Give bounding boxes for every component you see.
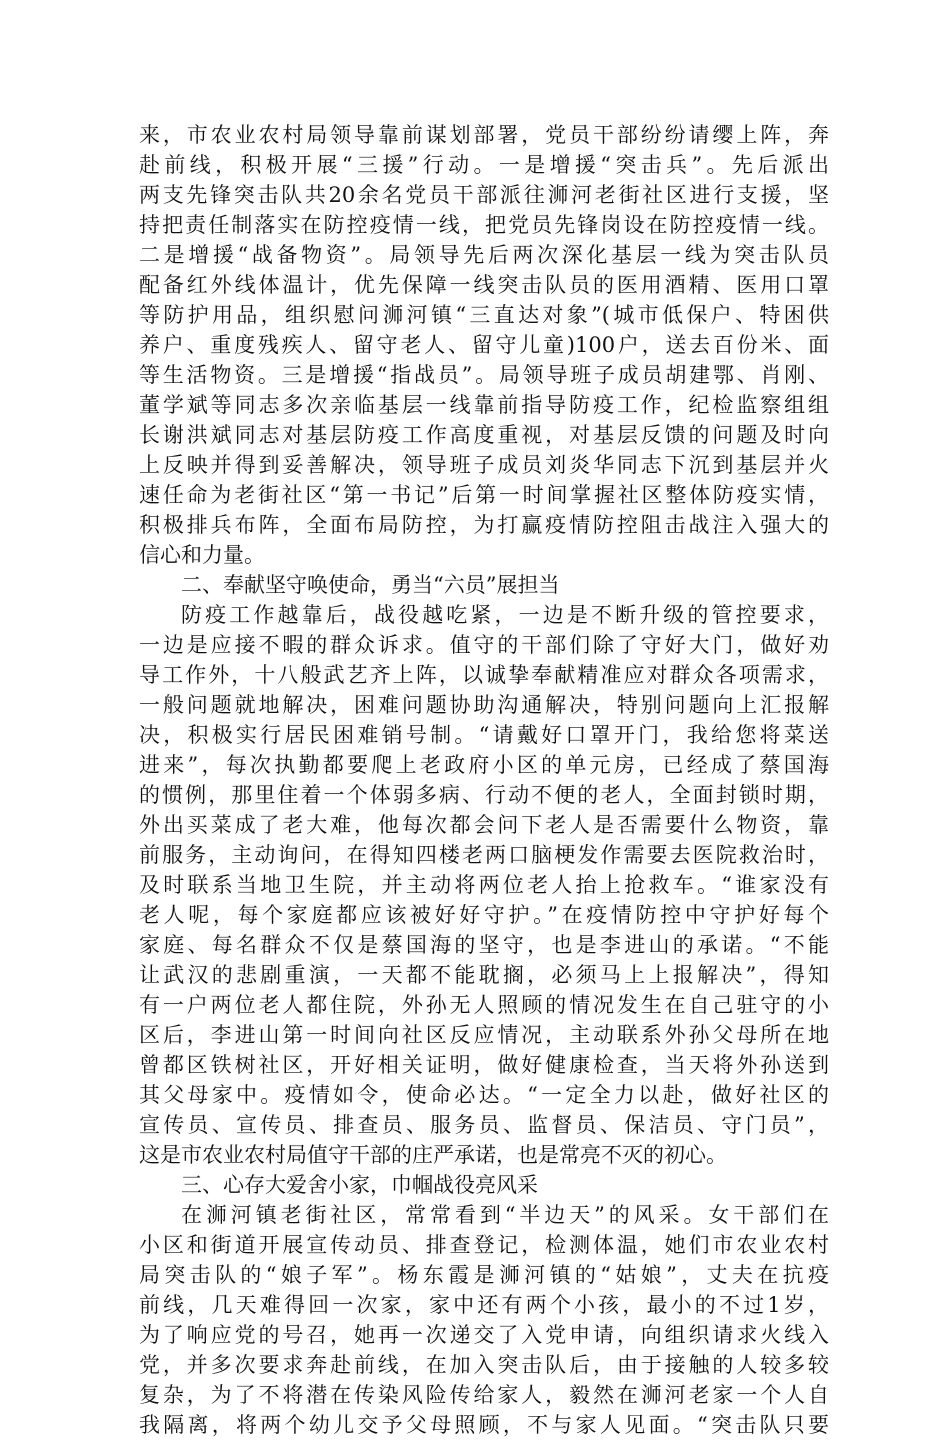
- text-line: 上反映并得到妥善解决，领导班子成员刘炎华同志下沉到基层并火: [139, 453, 829, 477]
- text-line: 复杂，为了不将潜在传染风险传给家人，毅然在浉河老家一个人自: [139, 1383, 829, 1407]
- text-line: 党，并多次要求奔赴前线，在加入突击队后，由于接触的人较多较: [139, 1353, 829, 1377]
- text-line: 为了响应党的号召，她再一次递交了入党申请，向组织请求火线入: [139, 1323, 829, 1347]
- text-line: 前线，几天难得回一次家，家中还有两个小孩，最小的不过1岁，: [139, 1293, 829, 1317]
- text-line: 一边是应接不暇的群众诉求。值守的干部们除了守好大门，做好劝: [139, 633, 829, 657]
- text-line: 一般问题就地解决，困难问题协助沟通解决，特别问题向上汇报解: [139, 693, 829, 717]
- document-body: [139, 120, 829, 1440]
- text-line: 曾都区铁树社区，开好相关证明，做好健康检查，当天将外孙送到: [139, 1053, 829, 1077]
- paragraph: [139, 120, 829, 570]
- text-line: 导工作外，十八般武艺齐上阵，以诚挚奉献精准应对群众各项需求，: [139, 663, 829, 687]
- text-line: 小区和街道开展宣传动员、排查登记，检测体温，她们市农业农村: [139, 1233, 829, 1257]
- text-line: 让武汉的悲剧重演，一天都不能耽搁，必须马上上报解决”，得知: [139, 963, 829, 987]
- text-line: 等防护用品，组织慰问浉河镇“三直达对象”(城市低保户、特困供: [139, 303, 829, 327]
- text-line: 持把责任制落实在防控疫情一线，把党员先锋岗设在防控疫情一线。: [139, 213, 829, 237]
- paragraph: [139, 1200, 829, 1440]
- text-line: 养户、重度残疾人、留守老人、留守儿童)100户，送去百份米、面: [139, 333, 829, 357]
- section-heading: [139, 1170, 829, 1200]
- text-line: 我隔离，将两个幼儿交予父母照顾，不与家人见面。“突击队只要: [139, 1413, 829, 1437]
- text-line: 防疫工作越靠后，战役越吃紧，一边是不断升级的管控要求，: [181, 603, 829, 627]
- text-line: 长谢洪斌同志对基层防疫工作高度重视，对基层反馈的问题及时向: [139, 423, 829, 447]
- heading-text: 三、心存大爱舍小家，巾帼战役亮风采: [181, 1173, 538, 1197]
- text-line: 来，市农业农村局领导靠前谋划部署，党员干部纷纷请缨上阵，奔: [139, 123, 829, 147]
- text-line: 在浉河镇老街社区，常常看到“半边天”的风采。女干部们在: [181, 1203, 829, 1227]
- text-line: 等生活物资。三是增援“指战员”。局领导班子成员胡建鄂、肖刚、: [139, 363, 829, 387]
- text-line: 有一户两位老人都住院，外孙无人照顾的情况发生在自己驻守的小: [139, 993, 829, 1017]
- text-line: 速任命为老街社区“第一书记”后第一时间掌握社区整体防疫实情，: [139, 483, 829, 507]
- text-line: 董学斌等同志多次亲临基层一线靠前指导防疫工作，纪检监察组组: [139, 393, 829, 417]
- text-line: 积极排兵布阵，全面布局防控，为打赢疫情防控阻击战注入强大的: [139, 513, 829, 537]
- text-line: 进来”，每次执勤都要爬上老政府小区的单元房，已经成了蔡国海: [139, 753, 829, 777]
- text-line: 外出买菜成了老大难，他每次都会问下老人是否需要什么物资，靠: [139, 813, 829, 837]
- text-line: 前服务，主动询问，在得知四楼老两口脑梗发作需要去医院救治时，: [139, 843, 829, 867]
- text-line: 家庭、每名群众不仅是蔡国海的坚守，也是李进山的承诺。“不能: [139, 933, 829, 957]
- text-line: 赴前线，积极开展“三援”行动。一是增援“突击兵”。先后派出: [139, 153, 829, 177]
- text-line: 局突击队的“娘子军”。杨东霞是浉河镇的“姑娘”，丈夫在抗疫: [139, 1263, 829, 1287]
- text-line: 其父母家中。疫情如令，使命必达。“一定全力以赴，做好社区的: [139, 1083, 829, 1107]
- text-line: 二是增援“战备物资”。局领导先后两次深化基层一线为突击队员: [139, 243, 829, 267]
- text-line: 及时联系当地卫生院，并主动将两位老人抬上抢救车。“谁家没有: [139, 873, 829, 897]
- text-line: 两支先锋突击队共20余名党员干部派往浉河老街社区进行支援，坚: [139, 183, 829, 207]
- text-line: 这是市农业农村局值守干部的庄严承诺，也是常亮不灭的初心。: [139, 1143, 727, 1167]
- heading-text: 二、奉献坚守唤使命，勇当“六员”展担当: [181, 573, 560, 597]
- text-line: 信心和力量。: [139, 543, 265, 567]
- text-line: 决，积极实行居民困难销号制。“请戴好口罩开门，我给您将菜送: [139, 723, 829, 747]
- text-line: 配备红外线体温计，优先保障一线突击队员的医用酒精、医用口罩: [139, 273, 829, 297]
- paragraph: [139, 600, 829, 1170]
- text-line: 的惯例，那里住着一个体弱多病、行动不便的老人，全面封锁时期，: [139, 783, 829, 807]
- text-line: 区后，李进山第一时间向社区反应情况，主动联系外孙父母所在地: [139, 1023, 829, 1047]
- section-heading: [139, 570, 829, 600]
- text-line: 老人呢，每个家庭都应该被好好守护。”在疫情防控中守护好每个: [139, 903, 829, 927]
- text-line: 宣传员、宣传员、排查员、服务员、监督员、保洁员、守门员”，: [139, 1113, 829, 1137]
